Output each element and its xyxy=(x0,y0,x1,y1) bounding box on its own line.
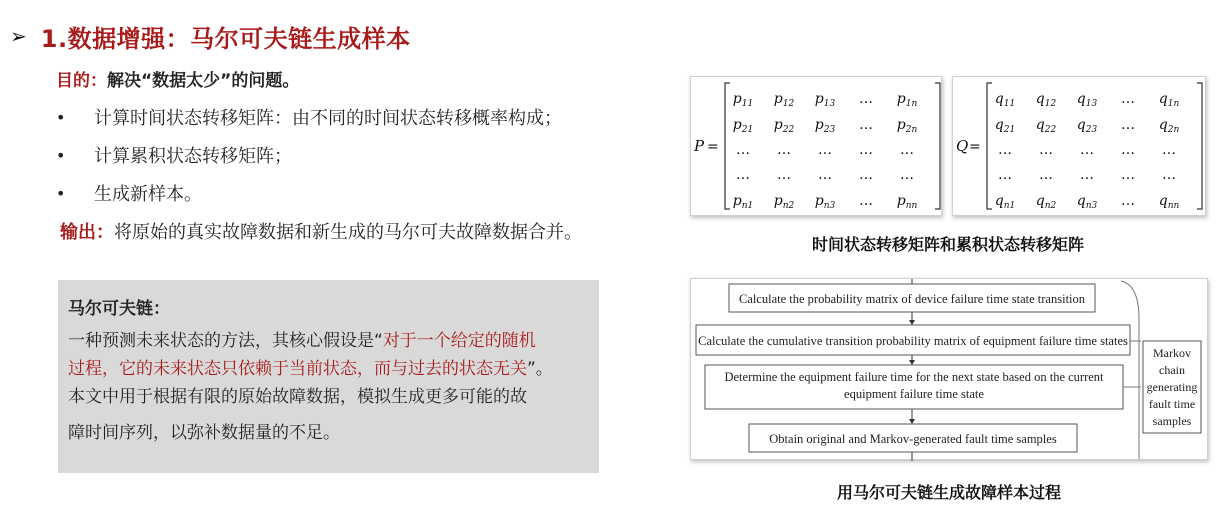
bullet-dot-icon: • xyxy=(56,107,66,127)
markov-line-2 xyxy=(68,355,589,383)
matrix-cell: … xyxy=(900,142,914,158)
matrix-cell: $p_{nn}$ xyxy=(896,193,918,211)
matrix-cell: $q_{n2}$ xyxy=(1035,193,1057,211)
matrix-q-figure xyxy=(953,77,1207,217)
title-text: 1.数据增强：马尔可夫链生成样本 xyxy=(40,24,411,53)
matrix-cell: $q_{nn}$ xyxy=(1158,193,1180,211)
markov-line-4: 障时间序列，以弥补数据量的不足。 xyxy=(68,423,340,443)
markov-text: ”。 xyxy=(527,359,553,379)
list-item xyxy=(56,98,562,136)
flow-brace xyxy=(1121,281,1139,459)
matrix-cell: … xyxy=(859,142,873,158)
output-line xyxy=(60,218,582,244)
matrix-cell: $q_{22}$ xyxy=(1035,117,1057,135)
goal-line xyxy=(56,66,299,91)
matrix-caption: 时间状态转移矩阵和累积状态转移矩阵 xyxy=(811,235,1084,254)
matrix-cell: … xyxy=(1162,167,1176,183)
matrix-cell: $p_{1n}$ xyxy=(896,91,918,109)
matrix-cell: … xyxy=(736,142,750,158)
flow-step-text: equipment failure time state xyxy=(844,387,984,401)
markov-text: 一种预测未来状态的方法，其核心假设是“ xyxy=(68,331,383,351)
matrix-cell: … xyxy=(1121,142,1135,158)
matrix-cell: … xyxy=(998,142,1012,158)
matrix-cell: … xyxy=(859,91,873,107)
matrix-equals: = xyxy=(969,139,981,155)
bracket-left xyxy=(987,83,992,209)
matrix-p-panel xyxy=(690,76,942,216)
matrix-cell: … xyxy=(1121,167,1135,183)
markov-heading: 马尔可夫链： xyxy=(68,299,170,319)
list-item-text: 计算累积状态转移矩阵； xyxy=(94,146,292,167)
matrix-name: P xyxy=(694,137,705,155)
matrix-cell: … xyxy=(1121,193,1135,209)
flow-step-text: Determine the equipment failure time for the next state based on the current xyxy=(724,370,1104,384)
matrix-cell: $p_{21}$ xyxy=(732,117,754,135)
list-item xyxy=(56,136,562,174)
matrix-cell: $p_{22}$ xyxy=(773,117,795,135)
markov-line-1 xyxy=(68,327,589,355)
matrix-cell: … xyxy=(1039,167,1053,183)
list-item-text: 生成新样本。 xyxy=(94,184,202,205)
matrix-cell: … xyxy=(1039,142,1053,158)
matrix-cell: $p_{12}$ xyxy=(773,91,795,109)
matrix-cell: $q_{21}$ xyxy=(994,117,1016,135)
matrix-cell: $q_{13}$ xyxy=(1076,91,1098,109)
markov-highlight: 过程，它的未来状态只依赖于当前状态，而与过去的状态无关 xyxy=(68,359,527,379)
matrix-cell: $p_{n2}$ xyxy=(773,193,795,211)
matrix-cell: … xyxy=(736,167,750,183)
matrix-q-panel xyxy=(952,76,1206,216)
flow-step-text: Obtain original and Markov-generated fault time samples xyxy=(769,432,1057,446)
side-label-text: chain xyxy=(1159,363,1185,377)
matrix-cell: $p_{11}$ xyxy=(732,91,754,109)
matrix-cell: … xyxy=(777,142,791,158)
flow-step-text: Calculate the cumulative transition probability matrix of equipment failure time states xyxy=(698,334,1128,348)
matrix-cell: $p_{n3}$ xyxy=(814,193,836,211)
output-text: 将原始的真实故障数据和新生成的马尔可夫故障数据合并。 xyxy=(114,222,582,243)
matrix-cell: $q_{11}$ xyxy=(994,91,1016,109)
matrix-cell: $p_{13}$ xyxy=(814,91,836,109)
matrix-cell: $p_{2n}$ xyxy=(896,117,918,135)
flowchart-figure xyxy=(691,279,1209,461)
matrix-cell: $q_{23}$ xyxy=(1076,117,1098,135)
side-label-text: Markov xyxy=(1153,346,1191,360)
arrow-down-icon xyxy=(909,320,915,325)
goal-text: 解决“数据太少”的问题。 xyxy=(107,71,300,91)
output-label: 输出： xyxy=(60,222,114,243)
matrix-cell: … xyxy=(818,142,832,158)
matrix-cell: $q_{12}$ xyxy=(1035,91,1057,109)
matrix-cell: $p_{23}$ xyxy=(814,117,836,135)
arrow-bullet-icon: ➢ xyxy=(10,24,27,48)
matrix-cell: … xyxy=(900,167,914,183)
matrix-cell: … xyxy=(859,117,873,133)
matrix-cell: $q_{n3}$ xyxy=(1076,193,1098,211)
arrow-down-icon xyxy=(909,360,915,365)
matrix-equals: = xyxy=(707,139,719,155)
matrix-cell: $q_{n1}$ xyxy=(994,193,1016,211)
matrix-cell: … xyxy=(859,193,873,209)
matrix-cell: … xyxy=(1080,167,1094,183)
matrix-cell: … xyxy=(1121,117,1135,133)
matrix-cell: … xyxy=(777,167,791,183)
markov-body xyxy=(68,327,589,447)
steps-list xyxy=(56,98,562,212)
side-label-text: samples xyxy=(1152,414,1192,428)
markov-highlight: 对于一个给定的随机 xyxy=(382,331,536,351)
bullet-dot-icon: • xyxy=(56,145,66,165)
side-label-text: fault time xyxy=(1148,397,1196,411)
matrix-cell: … xyxy=(998,167,1012,183)
matrix-cell: … xyxy=(1162,142,1176,158)
markov-definition-box xyxy=(58,280,599,473)
bracket-right xyxy=(935,83,940,209)
matrix-name: Q xyxy=(956,137,969,155)
flowchart-caption: 用马尔可夫链生成故障样本过程 xyxy=(836,483,1061,502)
bracket-right xyxy=(1197,83,1202,209)
matrix-cell: … xyxy=(859,167,873,183)
flowchart-panel xyxy=(690,278,1208,460)
list-item xyxy=(56,174,562,212)
goal-label: 目的： xyxy=(56,71,107,91)
flow-step-text: Calculate the probability matrix of device failure time state transition xyxy=(738,292,1086,306)
side-label-text: generating xyxy=(1146,380,1198,394)
bracket-left xyxy=(725,83,730,209)
matrix-cell: $p_{n1}$ xyxy=(732,193,754,211)
matrix-cell: $q_{2n}$ xyxy=(1158,117,1180,135)
list-item-text: 计算时间状态转移矩阵：由不同的时间状态转移概率构成； xyxy=(94,108,562,129)
markov-line-3: 本文中用于根据有限的原始故障数据，模拟生成更多可能的故 xyxy=(68,387,527,407)
matrix-cell: … xyxy=(818,167,832,183)
bullet-dot-icon: • xyxy=(56,183,66,203)
matrix-cell: … xyxy=(1121,91,1135,107)
matrix-p-figure xyxy=(691,77,943,217)
slide-title xyxy=(10,16,411,56)
matrix-cell: … xyxy=(1080,142,1094,158)
arrow-down-icon xyxy=(909,419,915,424)
matrix-cell: $q_{1n}$ xyxy=(1158,91,1180,109)
